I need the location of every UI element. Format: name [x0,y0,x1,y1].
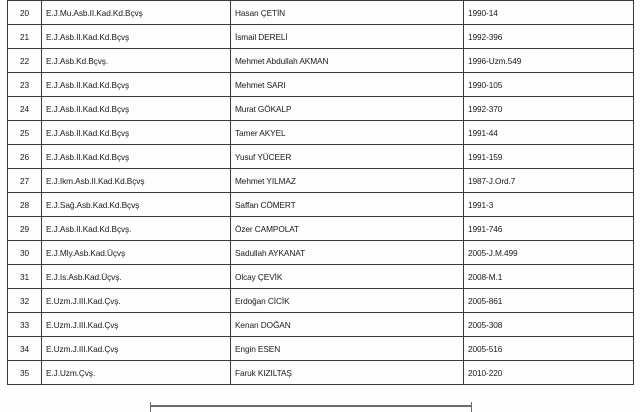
table-row [8,1,634,25]
full-name-cell: Olcay ÇEVİK [231,265,464,289]
rank-cell: E.J.Uzm.Çvş. [42,361,231,385]
footer-rule [150,405,472,407]
registry-number-cell: 2005-516 [464,337,634,361]
full-name-cell: Mehmet Abdullah AKMAN [231,49,464,73]
row-number-cell: 32 [8,289,42,313]
row-number-cell: 29 [8,217,42,241]
registry-number-cell: 1992-370 [464,97,634,121]
rank-cell: E.Uzm.J.III.Kad.Çvş. [42,289,231,313]
rank-cell: E.J.Ikm.Asb.II.Kad.Kd.Bçvş [42,169,231,193]
full-name-cell: Mehmet SARI [231,73,464,97]
registry-number-cell: 1990-105 [464,73,634,97]
full-name-cell: Engin ESEN [231,337,464,361]
full-name-cell: Erdoğan CİCİK [231,289,464,313]
table-row [8,337,634,361]
row-number-cell: 28 [8,193,42,217]
footer-rule-right-tick [471,402,472,412]
row-number-cell: 24 [8,97,42,121]
registry-number-cell: 1987-J.Ord.7 [464,169,634,193]
table-row [8,265,634,289]
full-name-cell: İsmail DERELİ [231,25,464,49]
full-name-cell: Hasan ÇETİN [231,1,464,25]
row-number-cell: 31 [8,265,42,289]
rank-cell: E.J.Mu.Asb.II.Kad.Kd.Bçvş [42,1,231,25]
table-row [8,193,634,217]
rank-cell: E.J.Asb.II.Kad.Kd.Bçvş [42,97,231,121]
row-number-cell: 23 [8,73,42,97]
personnel-table-body [8,1,634,385]
table-row [8,25,634,49]
full-name-cell: Tamer AKYEL [231,121,464,145]
row-number-cell: 20 [8,1,42,25]
table-row [8,241,634,265]
registry-number-cell: 1991-44 [464,121,634,145]
full-name-cell: Saffan CÖMERT [231,193,464,217]
personnel-table [7,0,634,385]
rank-cell: E.J.Sağ.Asb.Kad.Kd.Bçvş [42,193,231,217]
rank-cell: E.J.Asb.II.Kad.Kd.Bçvş [42,73,231,97]
full-name-cell: Özer CAMPOLAT [231,217,464,241]
registry-number-cell: 2005-861 [464,289,634,313]
row-number-cell: 27 [8,169,42,193]
row-number-cell: 33 [8,313,42,337]
rank-cell: E.J.Asb.II.Kad.Kd.Bçvş [42,145,231,169]
registry-number-cell: 2010-220 [464,361,634,385]
rank-cell: E.Uzm.J.III.Kad.Çvş [42,337,231,361]
registry-number-cell: 1991-746 [464,217,634,241]
registry-number-cell: 2005-J.M.499 [464,241,634,265]
table-row [8,169,634,193]
table-row [8,73,634,97]
table-row [8,49,634,73]
registry-number-cell: 1991-159 [464,145,634,169]
row-number-cell: 35 [8,361,42,385]
rank-cell: E.Uzm.J.III.Kad.Çvş [42,313,231,337]
table-row [8,121,634,145]
full-name-cell: Mehmet YILMAZ [231,169,464,193]
full-name-cell: Faruk KIZILTAŞ [231,361,464,385]
rank-cell: E.J.Asb.II.Kad.Kd.Bçvş. [42,217,231,241]
table-row [8,313,634,337]
full-name-cell: Kenan DOĞAN [231,313,464,337]
full-name-cell: Murat GÖKALP [231,97,464,121]
rank-cell: E.J.Is.Asb.Kad.Üçvş. [42,265,231,289]
row-number-cell: 34 [8,337,42,361]
full-name-cell: Sadullah AYKANAT [231,241,464,265]
rank-cell: E.J.Asb.II.Kad.Kd.Bçvş [42,25,231,49]
table-row [8,361,634,385]
registry-number-cell: 1990-14 [464,1,634,25]
rank-cell: E.J.Asb.Kd.Bçvş. [42,49,231,73]
row-number-cell: 30 [8,241,42,265]
registry-number-cell: 2005-308 [464,313,634,337]
table-row [8,145,634,169]
row-number-cell: 26 [8,145,42,169]
registry-number-cell: 1992-396 [464,25,634,49]
row-number-cell: 25 [8,121,42,145]
footer-rule-left-tick [150,402,151,412]
registry-number-cell: 1996-Uzm.549 [464,49,634,73]
rank-cell: E.J.Mly.Asb.Kad.Üçvş [42,241,231,265]
row-number-cell: 22 [8,49,42,73]
table-row [8,217,634,241]
table-row [8,289,634,313]
full-name-cell: Yusuf YÜCEER [231,145,464,169]
table-row [8,97,634,121]
registry-number-cell: 1991-3 [464,193,634,217]
registry-number-cell: 2008-M.1 [464,265,634,289]
row-number-cell: 21 [8,25,42,49]
rank-cell: E.J.Asb.II.Kad.Kd.Bçvş [42,121,231,145]
